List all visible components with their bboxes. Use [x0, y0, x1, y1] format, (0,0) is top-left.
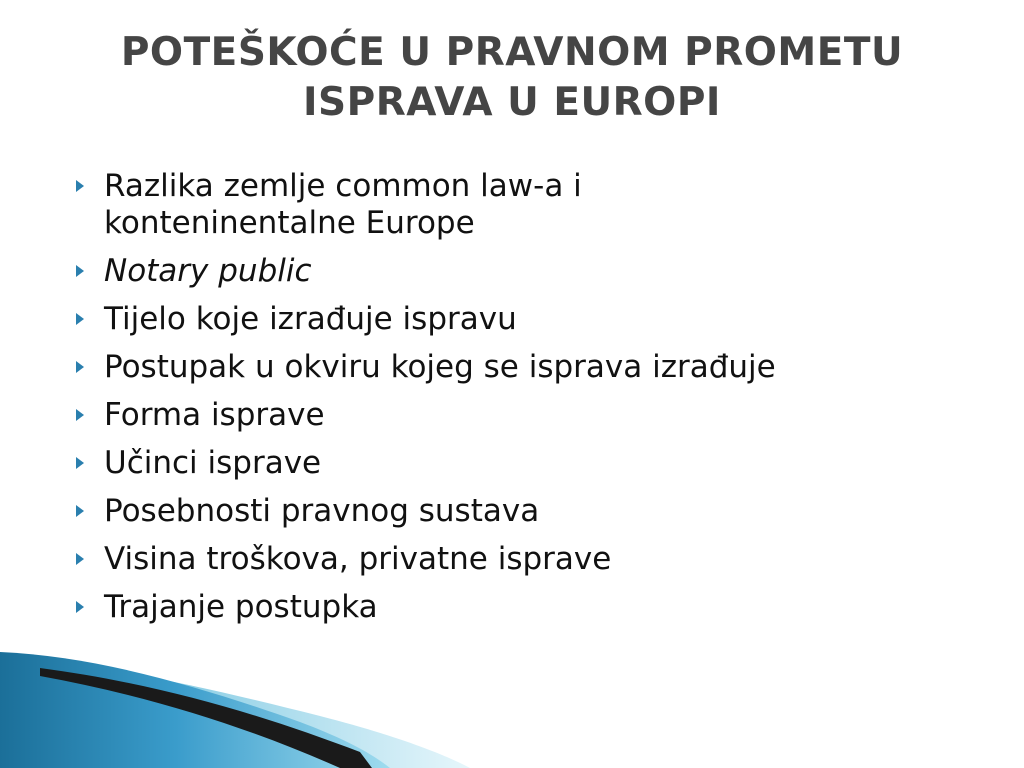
- triangle-right-icon: [76, 265, 84, 277]
- bullet-item: [72, 589, 972, 626]
- bullet-text: Posebnosti pravnog sustava: [104, 493, 540, 529]
- triangle-right-icon: [76, 409, 84, 421]
- triangle-right-icon: [76, 180, 84, 192]
- wave-stripe-shape: [40, 668, 372, 768]
- bullet-text: Trajanje postupka: [104, 589, 378, 625]
- bullet-item: [72, 349, 972, 386]
- triangle-right-icon: [76, 601, 84, 613]
- bullet-text: Tijelo koje izrađuje ispravu: [104, 301, 517, 337]
- bullet-item: [72, 493, 972, 530]
- bullet-text-line: Razlika zemlje common law-a i: [104, 168, 582, 204]
- triangle-right-icon: [76, 313, 84, 325]
- slide-title-line-1: POTEŠKOĆE U PRAVNOM PROMETU: [120, 30, 904, 75]
- triangle-right-icon: [76, 505, 84, 517]
- bullet-text: Postupak u okviru kojeg se isprava izrađuje: [104, 349, 776, 385]
- bullet-text-line: konteninentalne Europe: [104, 205, 475, 241]
- triangle-right-icon: [76, 553, 84, 565]
- bullet-text: Forma isprave: [104, 397, 325, 433]
- bullet-item: [72, 397, 972, 434]
- triangle-right-icon: [76, 361, 84, 373]
- bullet-item: [72, 301, 972, 338]
- slide-title-line-2: ISPRAVA U EUROPI: [303, 80, 721, 125]
- triangle-right-icon: [76, 457, 84, 469]
- bullet-item: [72, 168, 972, 242]
- bullet-text: Učinci isprave: [104, 445, 322, 481]
- slide-title: [40, 28, 984, 128]
- bullet-text: Visina troškova, privatne isprave: [104, 541, 612, 577]
- wave-light-shape: [0, 662, 470, 768]
- bullet-list: [72, 168, 972, 637]
- bullet-text: Notary public: [104, 253, 312, 289]
- bullet-item: [72, 541, 972, 578]
- bullet-item: [72, 445, 972, 482]
- bullet-item: [72, 253, 972, 290]
- wave-dark-shape: [0, 652, 390, 768]
